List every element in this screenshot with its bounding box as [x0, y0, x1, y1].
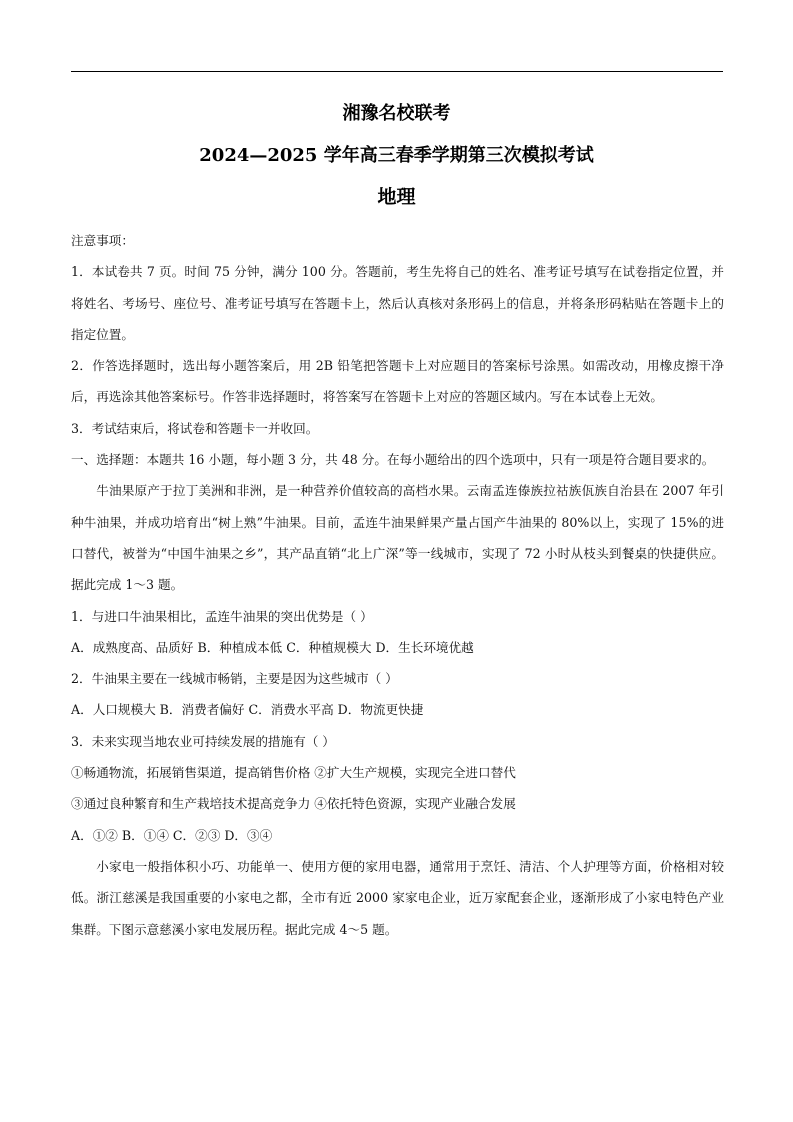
notice-item-2: 2．作答选择题时，选出每小题答案后，用 2B 铅笔把答题卡上对应题目的答案标号涂黑。如需改动，用橡皮擦干净后，再选涂其他答案标号。作答非选择题时，将答案写在答题卡上对应的答题区域内。写在本试卷上无效。 [71, 358, 724, 405]
exam-body [71, 225, 724, 945]
notice-item-3: 3．考试结束后，将试卷和答题卡一并收回。 [71, 420, 319, 436]
question-2: 2．牛油果主要在一线城市畅销，主要是因为这些城市（ ） [71, 671, 398, 687]
question-2-options: A．人口规模大 B．消费者偏好 C．消费水平高 D．物流更快捷 [71, 702, 424, 718]
question-1: 1．与进口牛油果相比，孟连牛油果的突出优势是（ ） [71, 608, 373, 624]
header-rule [71, 71, 723, 72]
question-3-statements-b: ③通过良种繁育和生产栽培技术提高竞争力 ④依托特色资源，实现产业融合发展 [71, 796, 516, 812]
exam-union-title: 湘豫名校联考 [342, 103, 451, 124]
passage-small-appliances: 小家电一般指体积小巧、功能单一、使用方便的家用电器，通常用于烹饪、清洁、个人护理等方面，价格相对较低。浙江慈溪是我国重要的小家电之都，全市有近 2000 家家电企业，近万家配套企业，逐渐形成了小家电特色产业集群。下图示意慈溪小家电发展历程。据此完成 4～5 题。 [71, 858, 724, 937]
subject-title: 地理 [377, 186, 416, 208]
section-intro: 一、选择题：本题共 16 小题，每小题 3 分，共 48 分。在每小题给出的四个选项中，只有一项是符合题目要求的。 [71, 452, 715, 468]
notice-item-1: 1．本试卷共 7 页。时间 75 分钟，满分 100 分。答题前，考生先将自己的姓名、准考证号填写在试卷指定位置，并将姓名、考场号、座位号、准考证号填写在答题卡上，然后认真核对条形码上的信息，并将条形码粘贴在答题卡上的指定位置。 [71, 264, 724, 342]
question-3-statements-a: ①畅通物流，拓展销售渠道，提高销售价格 ②扩大生产规模，实现完全进口替代 [71, 765, 516, 781]
question-3-options: A．①② B．①④ C．②③ D．③④ [71, 827, 273, 843]
passage-avocado: 牛油果原产于拉丁美洲和非洲，是一种营养价值较高的高档水果。云南孟连傣族拉祜族佤族自治县在 2007 年引种牛油果，并成功培育出“树上熟”牛油果。目前，孟连牛油果鲜果产量占国产牛油果的 80%以上，实现了 15%的进口替代，被誉为“中国牛油果之乡”，其产品直销“北上广深”等一线城市，实现了 72 小时从枝头到餐桌的快捷供应。据此完成 1～3 题。 [71, 483, 724, 593]
notice-heading: 注意事项： [71, 233, 134, 248]
question-1-options: A．成熟度高、品质好 B．种植成本低 C．种植规模大 D．生长环境优越 [71, 639, 474, 655]
exam-session-title: 2024—2025 学年高三春季学期第三次模拟考试 [199, 145, 594, 166]
question-3: 3．未来实现当地农业可持续发展的措施有（ ） [71, 733, 335, 749]
